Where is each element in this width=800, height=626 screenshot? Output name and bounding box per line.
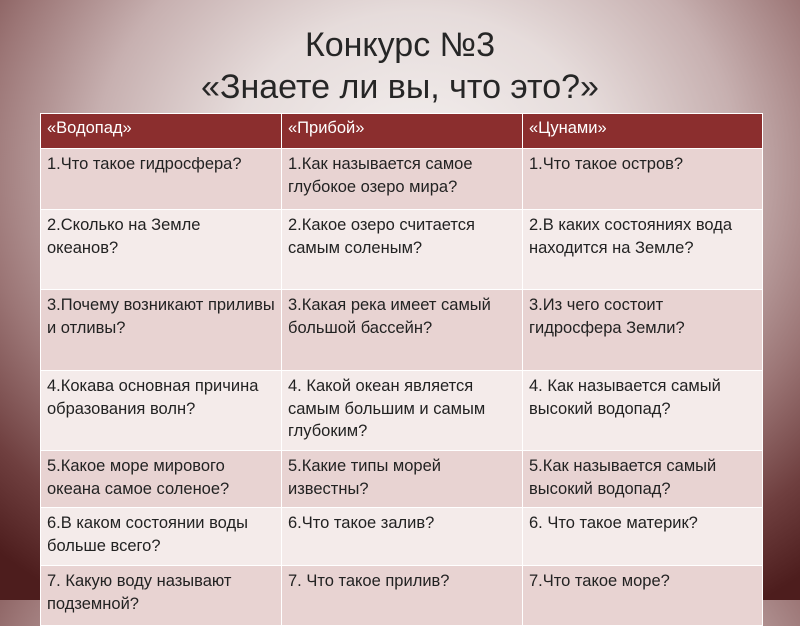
table-header-row — [41, 114, 763, 149]
table-cell: 7.Что такое море? — [523, 566, 763, 626]
slide-title-line1: Конкурс №3 — [304, 26, 496, 64]
slide-title — [0, 24, 800, 108]
table-cell: 4. Как называется самый высокий водопад? — [523, 371, 763, 451]
table-cell: 3.Почему возникают приливы и отливы? — [41, 290, 282, 371]
table-cell: 5.Как называется самый высокий водопад? — [523, 451, 763, 508]
table-cell: 3.Из чего состоит гидросфера Земли? — [523, 290, 763, 371]
table-row — [41, 149, 763, 210]
column-header-priboy: «Прибой» — [282, 114, 523, 149]
table-cell: 5.Какое море мирового океана самое соленое? — [41, 451, 282, 508]
table-row — [41, 508, 763, 566]
table-cell: 2.Сколько на Земле океанов? — [41, 210, 282, 290]
table-cell: 2.Какое озеро считается самым соленым? — [282, 210, 523, 290]
table-cell: 3.Какая река имеет самый большой бассейн? — [282, 290, 523, 371]
table-cell: 5.Какие типы морей известны? — [282, 451, 523, 508]
column-header-tsunami: «Цунами» — [523, 114, 763, 149]
quiz-table — [40, 113, 763, 626]
table-row — [41, 371, 763, 451]
table-cell: 1.Что такое гидросфера? — [41, 149, 282, 210]
table-cell: 7. Что такое прилив? — [282, 566, 523, 626]
table-cell: 7. Какую воду называют подземной? — [41, 566, 282, 626]
table-row — [41, 210, 763, 290]
slide-title-line2: «Знаете ли вы, что это?» — [201, 68, 599, 106]
table-cell: 4.Кокава основная причина образования волн? — [41, 371, 282, 451]
table-row — [41, 290, 763, 371]
table-cell: 4. Какой океан является самым большим и самым глубоким? — [282, 371, 523, 451]
table-cell: 1.Как называется самое глубокое озеро мира? — [282, 149, 523, 210]
column-header-vodopad: «Водопад» — [41, 114, 282, 149]
table-row — [41, 451, 763, 508]
table-cell: 6. Что такое материк? — [523, 508, 763, 566]
table-cell: 2.В каких состояниях вода находится на Земле? — [523, 210, 763, 290]
table-cell: 1.Что такое остров? — [523, 149, 763, 210]
table-row — [41, 566, 763, 626]
table-cell: 6.Что такое залив? — [282, 508, 523, 566]
table-cell: 6.В каком состоянии воды больше всего? — [41, 508, 282, 566]
